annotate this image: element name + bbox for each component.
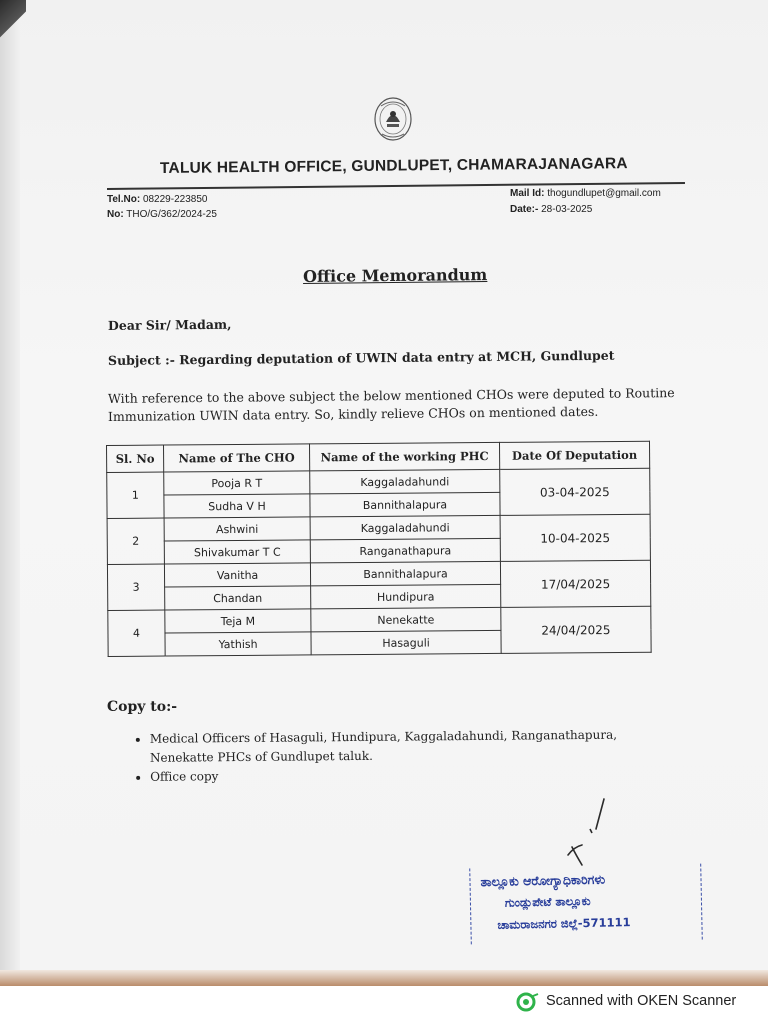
list-item: • Office copy — [150, 763, 670, 787]
table-header-row — [107, 441, 650, 472]
no-label: No: — [107, 209, 124, 220]
table-row — [108, 606, 651, 633]
deputation-table — [106, 441, 652, 657]
table-row — [107, 468, 650, 495]
scanner-logo-icon — [516, 992, 540, 1012]
subject-line: Subject :- Regarding deputation of UWIN data entry at MCH, Gundlupet — [107, 347, 615, 368]
dark-corner — [0, 0, 26, 48]
phc-cell: Kaggaladahundi — [310, 515, 500, 539]
phc-cell: Hundipura — [311, 584, 501, 608]
stamp-line-3: ಚಾಮರಾಜನಗರ ಜಿಲ್ಲೆ-571111 — [497, 915, 631, 932]
phc-cell: Nenekatte — [311, 607, 501, 631]
cho-cell: Sudha V H — [164, 494, 310, 518]
mail-label: Mail Id: — [510, 188, 545, 199]
cho-cell: Chandan — [165, 586, 311, 610]
phc-cell: Kaggaladahundi — [310, 469, 500, 493]
tel-label: Tel.No: — [107, 194, 141, 205]
date-cell: 24/04/2025 — [501, 606, 651, 653]
cho-cell: Yathish — [165, 632, 311, 656]
cho-cell: Shivakumar T C — [164, 540, 310, 564]
page-bottom-edge — [0, 970, 768, 986]
office-seal-stamp — [469, 864, 703, 945]
list-item: • Medical Officers of Hasaguli, Hundipura, Kaggaladahundi, Ranganathapura, Nenekatte PHCs of Gundlupet taluk. — [150, 725, 670, 768]
date-cell: 10-04-2025 — [500, 514, 650, 561]
paper-fold-shadow — [0, 0, 20, 985]
government-emblem-icon — [372, 94, 414, 144]
cho-cell: Ashwini — [164, 517, 310, 541]
phc-cell: Bannithalapura — [310, 492, 500, 516]
header-cho-name: Name of The CHO — [164, 444, 310, 472]
phc-cell: Bannithalapura — [310, 561, 500, 585]
body-line-1: With reference to the above subject the below mentioned CHOs were deputed to Routine — [107, 385, 675, 406]
sl-no-cell: 4 — [108, 610, 165, 656]
cho-cell: Teja M — [165, 609, 311, 633]
office-name-heading: TALUK HEALTH OFFICE, GUNDLUPET, CHAMARAJANAGARA — [159, 155, 628, 177]
cho-cell: Pooja R T — [164, 471, 310, 495]
mail-value: thogundlupet@gmail.com — [547, 188, 661, 199]
header-sl-no: Sl. No — [107, 445, 164, 472]
header-phc-name: Name of the working PHC — [309, 442, 499, 470]
header-deputation-date: Date Of Deputation — [499, 441, 649, 469]
date-value: 28-03-2025 — [541, 204, 593, 215]
sl-no-cell: 1 — [107, 472, 164, 518]
table-row — [107, 514, 650, 541]
date-cell: 03-04-2025 — [500, 468, 650, 515]
salutation: Dear Sir/ Madam, — [107, 316, 232, 333]
body-line-2: Immunization UWIN data entry. So, kindly relieve CHOs on mentioned dates. — [107, 403, 599, 424]
memo-title: Office Memorandum — [302, 265, 488, 286]
copy-to-list — [126, 725, 670, 787]
sl-no-cell: 3 — [107, 564, 164, 610]
cho-cell: Vanitha — [164, 563, 310, 587]
mail-line — [510, 188, 661, 199]
no-value: THO/G/362/2024-25 — [126, 209, 217, 220]
copy-to-heading: Copy to:- — [107, 699, 178, 715]
tel-line — [107, 194, 207, 205]
sl-no-cell: 2 — [107, 518, 164, 564]
stamp-line-1: ತಾಲ್ಲೂಕು ಆರೋಗ್ಯಾಧಿಕಾರಿಗಳು — [480, 871, 606, 890]
stamp-line-2: ಗುಂಡ್ಲುಪೇಟೆ ತಾಲ್ಲೂಕು — [504, 893, 591, 910]
reference-number-line — [107, 209, 217, 220]
tel-value: 08229-223850 — [142, 194, 208, 205]
date-cell: 17/04/2025 — [500, 560, 650, 607]
table-row — [107, 560, 650, 587]
scanner-watermark-text: Scanned with OKEN Scanner — [546, 993, 737, 1009]
phc-cell: Ranganathapura — [310, 538, 500, 562]
date-line — [510, 204, 592, 215]
date-label: Date:- — [510, 204, 539, 215]
phc-cell: Hasaguli — [311, 630, 501, 654]
